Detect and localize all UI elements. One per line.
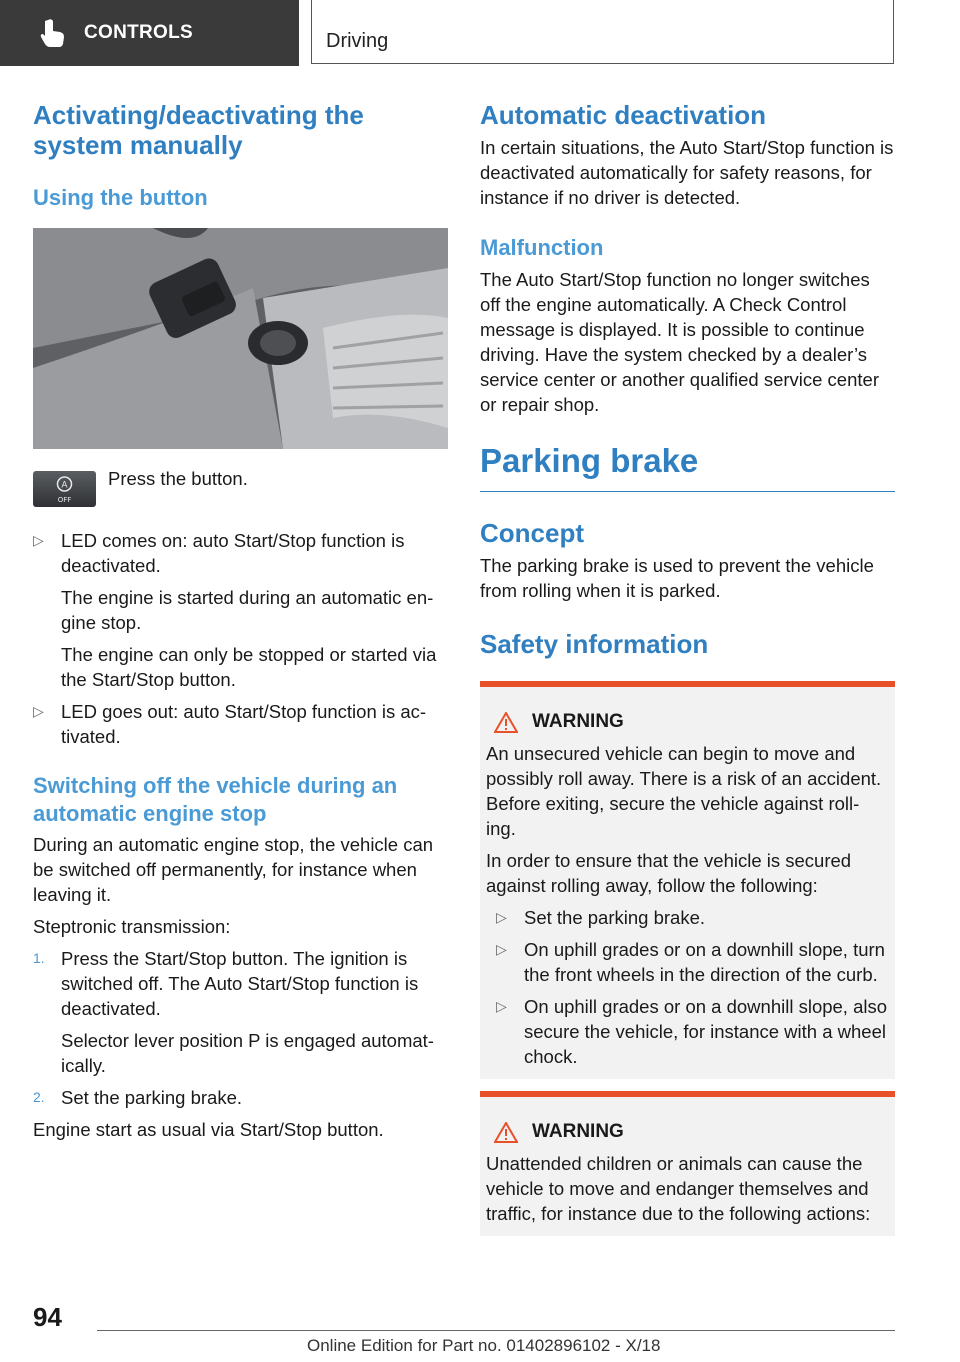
press-text: Press the button.: [108, 468, 248, 489]
button-off-label: OFF: [57, 496, 72, 504]
bullet-text: LED comes on: auto Start/Stop function is deactivated.: [61, 530, 405, 576]
chapter-tab: [311, 0, 894, 64]
auto-start-stop-button-icon: [33, 471, 96, 507]
chapter-label: Driving: [326, 30, 389, 52]
warning-triangle-icon: [494, 1122, 518, 1143]
step-text: Press the Start/Stop button. The ignition is switched off. The Auto Start/Stop function is deactivated.: [61, 948, 419, 1019]
step-number: 2.: [33, 1089, 45, 1105]
parking-brake-title-block: [480, 441, 895, 492]
triangle-bullet-icon: ▷: [496, 941, 507, 957]
bullet-text: LED goes out: auto Start/Stop function is ac‐tivated.: [61, 701, 427, 747]
section-tab: [0, 0, 299, 66]
heading-switching-off: Switching off the vehicle during an automatic engine stop: [33, 773, 398, 826]
list-item: [33, 1085, 448, 1110]
step-extra: Selector lever position P is engaged automat‐ically.: [61, 1030, 434, 1076]
warning-item: Set the parking brake.: [524, 907, 705, 928]
heading-automatic-deactivation: Automatic deactivation: [480, 100, 767, 130]
switching-text: During an automatic engine stop, the vehicle can be switched off permanently, for instance when leaving it.: [33, 834, 434, 905]
list-item: [496, 937, 889, 987]
list-item: [33, 946, 448, 1078]
led-list: [33, 528, 448, 749]
warning-item: On uphill grades or on a downhill slope, also secure the vehicle, for instance with a wheel chock.: [524, 996, 888, 1067]
heading-safety-information: Safety information: [480, 629, 709, 659]
triangle-bullet-icon: ▷: [496, 909, 507, 925]
list-item: [496, 905, 889, 930]
warning-box: [480, 681, 895, 1079]
warning-title: [494, 1121, 889, 1143]
step-number: 1.: [33, 950, 45, 966]
steptronic-text: Steptronic transmission:: [33, 916, 231, 937]
triangle-bullet-icon: ▷: [496, 998, 507, 1014]
step-text: Set the parking brake.: [61, 1087, 242, 1108]
press-row: [33, 468, 448, 507]
heading-using-button: Using the button: [33, 185, 208, 210]
button-symbol: A: [61, 480, 68, 491]
warning-text: In order to ensure that the vehicle is secured against rolling away, follow the following:: [486, 850, 852, 896]
footer-divider: [97, 1330, 895, 1331]
list-item: [33, 528, 448, 692]
list-item: [33, 699, 448, 749]
section-label: CONTROLS: [84, 22, 194, 43]
dashboard-photo: [33, 228, 448, 449]
warning-label: WARNING: [532, 1121, 624, 1142]
heading-malfunction: Malfunction: [480, 235, 604, 260]
heading-parking-brake: Parking brake: [480, 442, 699, 479]
concept-text: The parking brake is used to prevent the vehicle from rolling when it is parked.: [480, 555, 874, 601]
right-column: [480, 100, 895, 1236]
warning-list: [496, 905, 889, 1069]
triangle-bullet-icon: ▷: [33, 532, 44, 548]
warning-label: WARNING: [532, 711, 624, 732]
warning-box: [480, 1091, 895, 1236]
bullet-extra: The engine can only be stopped or started via the Start/Stop button.: [61, 644, 437, 690]
malfunction-text: The Auto Start/Stop function no longer switches off the engine automatically. A Check Control message is displayed. It is possible to continue driving. Have the system checked by a dealer’s service center or another qualified service center or repair shop.: [480, 269, 879, 415]
page-number: 94: [33, 1302, 62, 1332]
left-column: [33, 100, 448, 1142]
page-header: [0, 0, 960, 66]
auto-text: In certain situations, the Auto Start/Stop function is deactivated automatically for safety reasons, for instance if no driver is detected.: [480, 137, 894, 208]
engine-start-text: Engine start as usual via Start/Stop button.: [33, 1119, 384, 1140]
heading-concept: Concept: [480, 518, 584, 548]
steps-list: [33, 946, 448, 1110]
hand-pointer-icon: [40, 18, 66, 48]
bullet-extra: The engine is started during an automatic en‐gine stop.: [61, 587, 434, 633]
dashboard-illustration: [33, 228, 448, 449]
warning-text: Unattended children or animals can cause the vehicle to move and endanger themselves and traffic, for instance due to the following actions:: [486, 1153, 871, 1224]
warning-triangle-icon: [494, 712, 518, 733]
warning-item: On uphill grades or on a downhill slope, turn the front wheels in the direction of the curb.: [524, 939, 885, 985]
heading-activating: Activating/deactivating the system manually: [33, 100, 364, 160]
warning-text: An unsecured vehicle can begin to move and possibly roll away. There is a risk of an accident. Before exiting, secure the vehicle against roll‐ing.: [486, 743, 882, 839]
warning-title: [494, 711, 889, 733]
edition-text: Online Edition for Part no. 01402896102 - X/18: [307, 1336, 661, 1355]
triangle-bullet-icon: ▷: [33, 703, 44, 719]
list-item: [496, 994, 889, 1069]
